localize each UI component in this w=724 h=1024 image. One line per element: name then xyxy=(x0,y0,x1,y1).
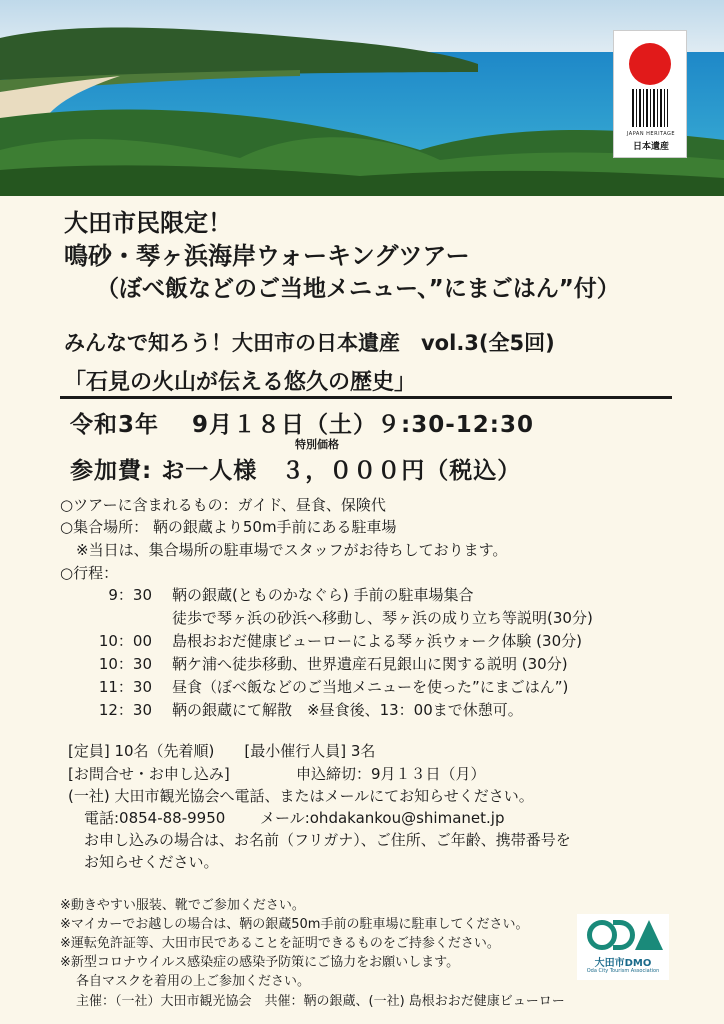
badge-jp-label: 日本遺産 xyxy=(632,142,669,152)
apply-instructions-1: お申し込みの場合は、お名前（フリガナ）、ご住所、ご年齢、携帯番号を xyxy=(84,831,571,849)
application-deadline: 申込締切：9月１３日（月） xyxy=(296,765,486,783)
logo-d-shape xyxy=(613,920,635,950)
itinerary-text: 徒歩で琴ヶ浜の砂浜へ移動し、琴ヶ浜の成り立ち等説明(30分) xyxy=(172,609,593,627)
apply-instructions-2: お知らせください。 xyxy=(84,853,219,871)
title-line-3: （ぼべ飯などのご当地メニュー、”にまごはん”付） xyxy=(96,276,620,302)
note-item: ※運転免許証等、大田市民であることを証明できるものをご持参ください。 xyxy=(60,936,500,951)
series-title: みんなで知ろう！大田市の日本遺産 vol.3(全5回) xyxy=(64,331,555,355)
meeting-place: ○集合場所： 鞆の銀蔵より50m手前にある駐車場 xyxy=(60,518,397,536)
note-item: ※マイカーでお越しの場合は、鞆の銀蔵50m手前の駐車場に駐車してください。 xyxy=(60,917,529,932)
event-fee: 参加費: お一人様 ３，０００円（税込） xyxy=(70,458,522,484)
itinerary-time: 9：30 xyxy=(108,586,152,604)
special-price-label: 特別価格 xyxy=(295,438,339,451)
itinerary-time: 12：30 xyxy=(98,701,152,719)
theme-title: 「石見の火山が伝える悠久の歴史」 xyxy=(64,370,417,395)
itinerary-label: ○行程： xyxy=(60,564,119,582)
rising-sun-icon xyxy=(629,43,671,85)
logo-subtitle: Oda City Tourism Association xyxy=(586,968,660,974)
hero-photo xyxy=(0,0,724,196)
itinerary-text: 昼食（ぼべ飯などのご当地メニューを使った”にまごはん”) xyxy=(172,678,569,696)
title-line-2: 鳴砂・琴ヶ浜海岸ウォーキングツアー xyxy=(64,242,470,270)
badge-en-label: JAPAN HERITAGE xyxy=(626,131,676,137)
included-items: ○ツアーに含まれるもの：ガイド、昼食、保険代 xyxy=(60,496,386,514)
oda-dmo-logo xyxy=(577,914,669,980)
logo-name: 大田市DMO xyxy=(594,958,652,969)
japan-heritage-badge xyxy=(613,30,687,158)
itinerary-time: 11：30 xyxy=(98,678,152,696)
email-address: メール:ohdakankou@shimanet.jp xyxy=(260,809,505,827)
phone-number: 電話:0854-88-9950 xyxy=(84,809,226,827)
title-line-1: 大田市民限定！ xyxy=(64,209,232,237)
organizer-contact: (一社) 大田市観光協会へ電話、またはメールにてお知らせください。 xyxy=(68,787,534,805)
itinerary-time: 10：00 xyxy=(98,632,152,650)
contact-label: [お問合せ・お申し込み] xyxy=(68,765,230,783)
itinerary-time: 10：30 xyxy=(98,655,152,673)
divider xyxy=(60,396,672,399)
note-item: ※新型コロナウイルス感染症の感染予防策にご協力をお願いします。 xyxy=(60,955,460,970)
itinerary-text: 鞆の銀蔵(とものかなぐら) 手前の駐車場集合 xyxy=(172,586,474,604)
itinerary-text: 鞆の銀蔵にて解散 ※昼食後、13：00まで休憩可。 xyxy=(172,701,523,719)
heritage-bars-icon xyxy=(632,89,668,127)
note-item: ※動きやすい服装、靴でご参加ください。 xyxy=(60,898,305,913)
itinerary-text: 鞆ケ浦へ徒歩移動、世界遺産石見銀山に関する説明 (30分) xyxy=(172,655,568,673)
logo-a-shape xyxy=(635,920,663,950)
capacity-info: [定員] 10名（先着順) [最小催行人員] 3名 xyxy=(68,742,376,760)
meeting-note: ※当日は、集合場所の駐車場でスタッフがお待ちしております。 xyxy=(76,541,508,559)
itinerary-text: 島根おおだ健康ビューローによる琴ヶ浜ウォーク体験 (30分) xyxy=(172,632,582,650)
organizer-line: 主催：（一社）大田市観光協会 共催：鞆の銀蔵、(一社) 島根おおだ健康ビューロー xyxy=(76,994,565,1009)
event-date: 令和3年 9月１８日（土）９:30-12:30 xyxy=(70,412,534,438)
note-item: 各自マスクを着用の上ご参加ください。 xyxy=(76,974,311,989)
